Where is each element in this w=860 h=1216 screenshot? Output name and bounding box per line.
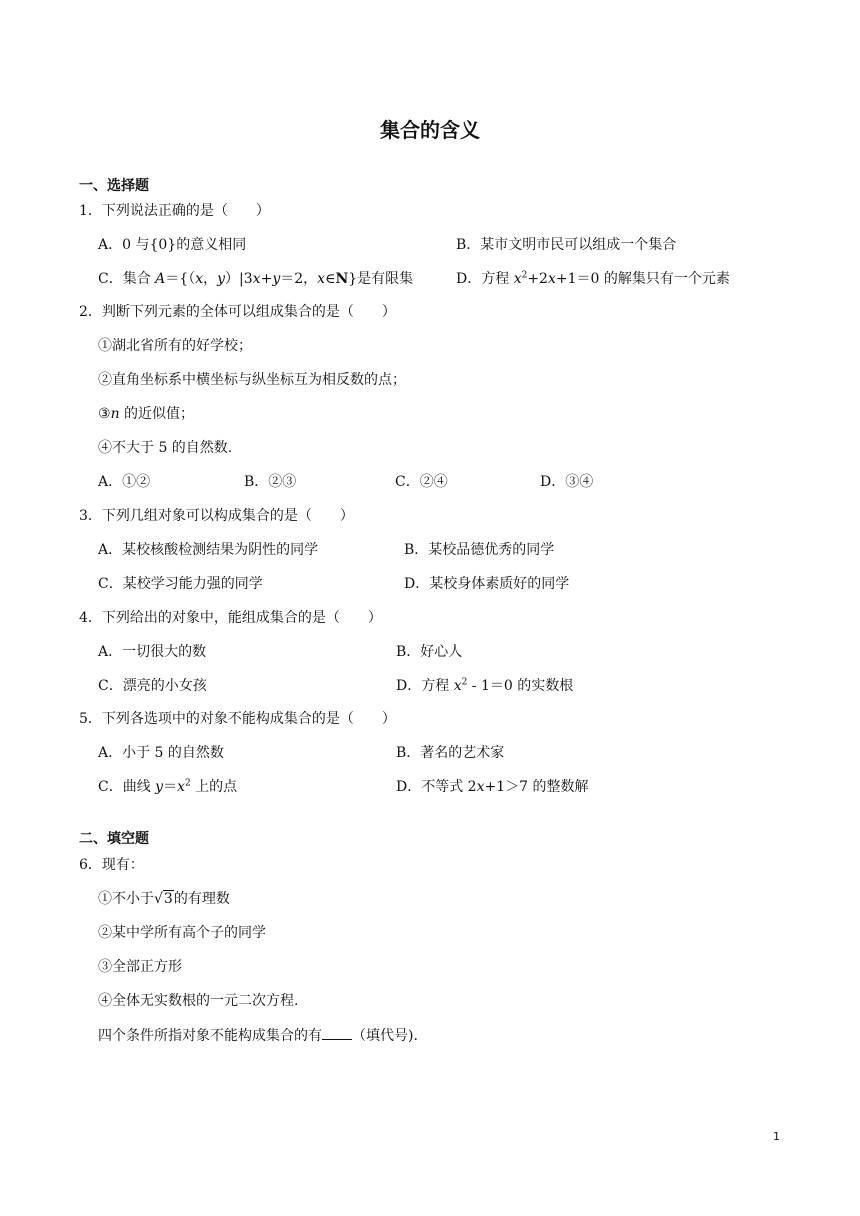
q2-option-a: A．①②	[98, 474, 151, 490]
q2-item-1: ①湖北省所有的好学校；	[98, 338, 252, 354]
q1-option-b: B．某市文明市民可以组成一个集合	[456, 237, 677, 253]
q4-option-b: B．好心人	[396, 644, 463, 660]
page-number: 1	[773, 1130, 780, 1143]
q3-option-a: A．某校核酸检测结果为阴性的同学	[98, 542, 319, 558]
q6-item-3: ③全部正方形	[98, 959, 182, 975]
q5-option-c: C．曲线 $y=x^2$ 上的点	[98, 778, 238, 795]
q1-option-c: C．集合 A＝{（x，y）|3x+y＝2，x∈N}是有限集	[98, 271, 414, 287]
q2-item-3: ③n 的近似值；	[98, 406, 195, 422]
question-1-stem: 1．下列说法正确的是（ ）	[79, 203, 270, 219]
page-title: 集合的含义	[380, 118, 480, 142]
question-6-stem: 6．现有：	[79, 857, 144, 873]
sqrt-symbol: √3	[154, 891, 173, 907]
q2-option-b: B．②③	[244, 474, 297, 490]
question-2-stem: 2．判断下列元素的全体可以组成集合的是（ ）	[79, 304, 396, 320]
q2-item-2: ②直角坐标系中横坐标与纵坐标互为相反数的点；	[98, 372, 406, 388]
section-heading-fill: 二、填空题	[79, 831, 149, 847]
q5-option-a: A．小于 5 的自然数	[98, 745, 224, 761]
q3-option-c: C．某校学习能力强的同学	[98, 576, 263, 592]
q1-option-a: A．0 与{0}的意义相同	[98, 237, 247, 253]
question-5-stem: 5．下列各选项中的对象不能构成集合的是（ ）	[79, 711, 396, 727]
q5-option-d: D．不等式 2x+1＞7 的整数解	[396, 779, 589, 795]
q4-option-c: C．漂亮的小女孩	[98, 678, 207, 694]
q1-option-d: D．方程 $x^2+2x+1=0$ 的解集只有一个元素	[456, 270, 730, 287]
q2-option-d: D．③④	[540, 474, 594, 490]
question-3-stem: 3．下列几组对象可以构成集合的是（ ）	[79, 508, 354, 524]
q2-option-c: C．②④	[395, 474, 448, 490]
section-heading-choice: 一、选择题	[79, 178, 149, 194]
q4-option-a: A．一切很大的数	[98, 644, 207, 660]
q3-option-b: B．某校品德优秀的同学	[404, 542, 555, 558]
q6-question: 四个条件所指对象不能构成集合的有 （填代号).	[98, 1025, 418, 1046]
answer-blank[interactable]	[322, 1025, 352, 1040]
question-4-stem: 4．下列给出的对象中，能组成集合的是（ ）	[79, 610, 382, 626]
q4-option-d: D．方程 $x^2 - 1=0$ 的实数根	[396, 677, 574, 694]
q6-item-4: ④全体无实数根的一元二次方程.	[98, 993, 299, 1009]
q5-option-b: B．著名的艺术家	[396, 745, 505, 761]
q6-item-1: ①不小于√3的有理数	[98, 891, 230, 907]
q6-item-2: ②某中学所有高个子的同学	[98, 925, 266, 941]
q2-item-4: ④不大于 5 的自然数.	[98, 440, 233, 456]
q3-option-d: D．某校身体素质好的同学	[404, 576, 570, 592]
